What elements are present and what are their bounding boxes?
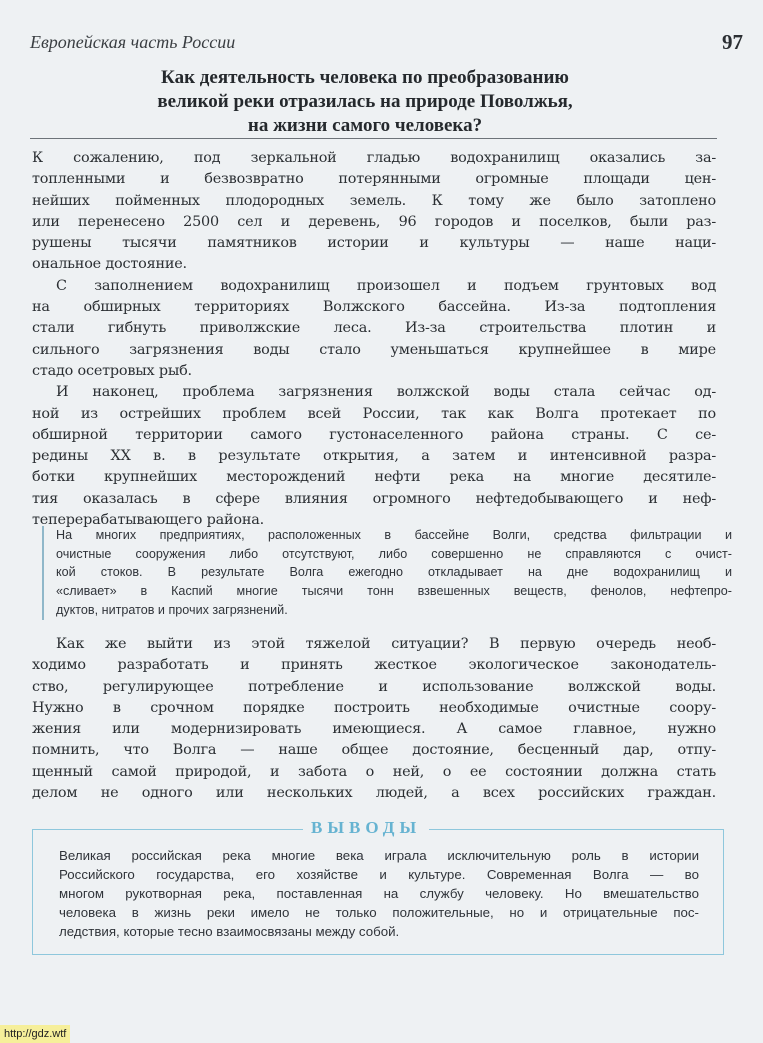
conclusions-line: Великая российская река многие века играла исключительную роль в истории (59, 848, 699, 863)
conclusions-text (59, 846, 699, 941)
paragraph-4-line: Нужно в срочном порядке построить необходимые очистные соору- (32, 699, 716, 716)
title-line: на жизни самого человека? (247, 115, 483, 136)
note-line: дуктов, нитратов и прочих загрязнений. (56, 602, 288, 617)
conclusions-heading: ВЫВОДЫ (303, 818, 429, 838)
note-line: На многих предприятиях, расположенных в бассейне Волги, средства фильтрации и (56, 528, 732, 542)
note-line: кой стоков. В результате Волга ежегодно откладывает на дне водохранилищ и (56, 565, 732, 580)
running-header (30, 30, 743, 58)
conclusions-line: ледствия, которые тесно взаимосвязаны между собой. (59, 924, 400, 939)
paragraph-2-line: сильного загрязнения воды стало уменьшаться крупнейшее в мире (32, 341, 716, 358)
title-line: Как деятельность человека по преобразованию (161, 67, 569, 88)
paragraph-1-line: топленными и безвозвратно потерянными огромные площади цен- (32, 171, 716, 188)
paragraph-3-line: И наконец, проблема загрязнения волжской воды стала сейчас од- (56, 384, 716, 401)
paragraph-4-line: ство, регулирующее потребление и использование волжской воды. (32, 678, 716, 695)
paragraph-3-line: обширной территории самого густонаселенного района страны. С се- (32, 426, 716, 443)
paragraph-3-line: ной из острейших проблем всей России, так как Волга протекает по (32, 405, 716, 422)
paragraph-4-line: жения или модернизировать имеющиеся. А самое главное, нужно (32, 721, 716, 738)
note-line: «сливает» в Каспий многие тысячи тонн взвешенных веществ, фенолов, нефтепро- (56, 584, 732, 599)
page-number: 97 (722, 30, 743, 54)
paragraph-4-line: Как же выйти из этой тяжелой ситуации? В первую очередь необ- (56, 636, 716, 652)
body-text-continued (32, 634, 716, 804)
paragraph-4-line: щенный самой природой, и забота о ней, о ее состоянии должна стать (32, 763, 716, 780)
conclusions-line: человека в жизнь реки имело не только положительные, но и отрицательные пос- (59, 905, 699, 920)
section-title (70, 66, 660, 138)
paragraph-1-line: или перенесено 2500 сел и деревень, 96 городов и поселков, были раз- (32, 213, 716, 230)
source-link[interactable]: http://gdz.wtf (0, 1025, 70, 1043)
paragraph-1-line: нейших пойменных плодородных земель. К тому же было затоплено (32, 192, 716, 209)
paragraph-3-line: редины XX в. в результате открытия, а затем и интенсивной разра- (32, 448, 716, 465)
paragraph-4-line: делом не одного или нескольких людей, а всех российских граждан. (32, 785, 716, 802)
paragraph-4-line: помнить, что Волга — наше общее достояние, бесценный дар, отпу- (32, 742, 716, 759)
conclusions-line: многом рукотворная река, поставленная на службу человеку. Но вмешательство (59, 886, 699, 901)
note-line: очистные сооружения либо отсутствуют, либо совершенно не справляются с очист- (56, 546, 732, 561)
conclusions-line: Российского государства, его хозяйстве и культуре. Современная Волга — во (59, 867, 699, 882)
conclusions-box (32, 818, 724, 955)
title-line: великой реки отразилась на природе Поволжья, (157, 91, 573, 112)
title-divider (30, 138, 717, 139)
paragraph-2-line: на обширных территориях Волжского бассейна. Из-за подтопления (32, 299, 716, 316)
section-name: Европейская часть России (30, 32, 236, 52)
paragraph-1-line: К сожалению, под зеркальной гладью водохранилищ оказались за- (32, 150, 716, 166)
paragraph-2-line: С заполнением водохранилищ произошел и подъем грунтовых вод (56, 277, 716, 294)
paragraph-2-line: стали гибнуть приволжские леса. Из-за строительства плотин и (32, 320, 716, 337)
paragraph-1-line: ональное достояние. (32, 256, 187, 273)
paragraph-3-line: тия оказалась в сфере влияния огромного нефтедобывающего и неф- (32, 490, 716, 507)
paragraph-3-line: ботки крупнейших месторождений нефти река на многие десятиле- (32, 469, 716, 486)
paragraph-3-line: теперерабатывающего района. (32, 512, 265, 529)
pollution-note (42, 526, 732, 620)
paragraph-1-line: рушены тысячи памятников истории и культуры — наше наци- (32, 235, 716, 252)
body-text (32, 148, 716, 531)
paragraph-2-line: стадо осетровых рыб. (32, 362, 192, 379)
paragraph-4-line: ходимо разработать и принять жесткое экологическое законодатель- (32, 657, 716, 674)
